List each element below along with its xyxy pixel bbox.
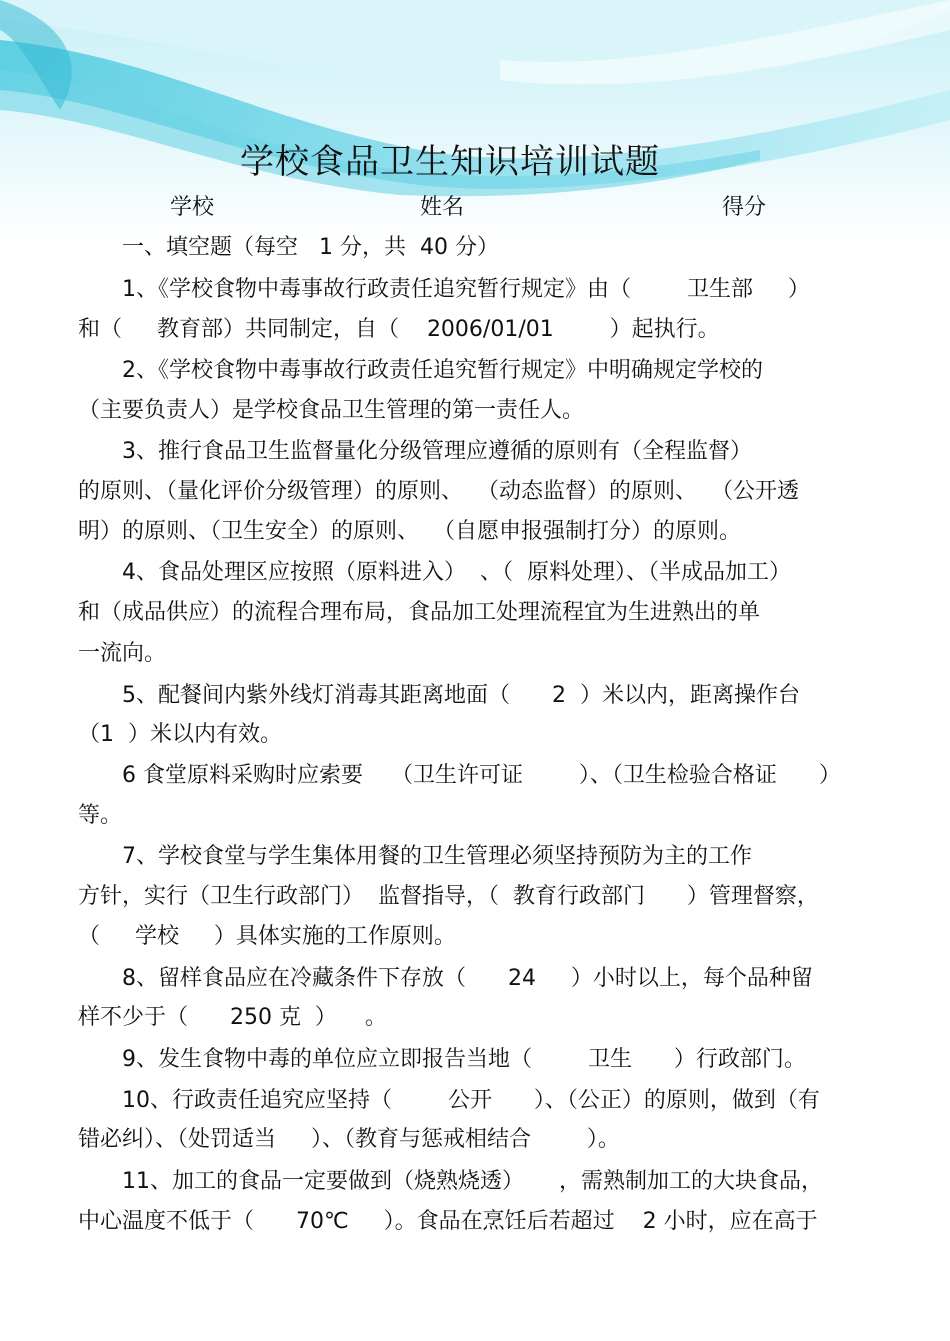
question-line: 2、《学校食物中毒事故行政责任追究暂行规定》中明确规定学校的 (122, 358, 763, 383)
question-line: （ 学校 ）具体实施的工作原则。 (78, 924, 456, 949)
section-heading: 一、填空题（每空 1 分，共 40 分） (122, 235, 499, 260)
question-line: 方针，实行（卫生行政部门） 监督指导，（ 教育行政部门 ）管理督察， (78, 884, 819, 909)
question-line: 样不少于（ 250 克 ） 。 (78, 1005, 387, 1030)
question-line: 明）的原则、（卫生安全）的原则、 （自愿申报强制打分）的原则。 (78, 519, 741, 544)
question-line: 4、食品处理区应按照（原料进入） 、（ 原料处理）、（半成品加工） (122, 560, 791, 585)
question-line: 和（ 教育部）共同制定，自（ 2006/01/01 ）起执行。 (78, 317, 720, 342)
question-line: 和（成品供应）的流程合理布局，食品加工处理流程宜为生进熟出的单 (78, 600, 761, 625)
question-line: 5、配餐间内紫外线灯消毒其距离地面（ 2 ）米以内，距离操作台 (122, 683, 800, 708)
question-line: 3、推行食品卫生监督量化分级管理应遵循的原则有（全程监督） (122, 439, 752, 464)
question-line: 7、学校食堂与学生集体用餐的卫生管理必须坚持预防为主的工作 (122, 844, 752, 869)
question-line: 错必纠）、（处罚适当 ）、（教育与惩戒相结合 ）。 (78, 1127, 620, 1152)
question-line: （主要负责人）是学校食品卫生管理的第一责任人。 (78, 398, 585, 423)
question-line: 中心温度不低于（ 70℃ ）。食品在烹饪后若超过 2 小时，应在高于 (78, 1209, 818, 1234)
question-line: 6 食堂原料采购时应索要 （卫生许可证 ）、（卫生检验合格证 ） (122, 763, 841, 788)
page-title: 学校食品卫生知识培训试题 (240, 142, 660, 182)
question-line: 一流向。 (78, 641, 167, 666)
question-line: 8、留样食品应在冷藏条件下存放（ 24 ）小时以上，每个品种留 (122, 966, 813, 991)
question-line: 等。 (78, 803, 123, 828)
question-line: 的原则、（量化评价分级管理）的原则、 （动态监督）的原则、 （公开透 (78, 479, 799, 504)
question-line: 10、行政责任追究应坚持（ 公开 ）、（公正）的原则，做到（有 (122, 1088, 820, 1113)
name-field-label: 姓名 (420, 195, 465, 220)
question-line: 9、发生食物中毒的单位应立即报告当地（ 卫生 ）行政部门。 (122, 1047, 806, 1072)
question-line: 11、加工的食品一定要做到（烧熟烧透） ，需熟制加工的大块食品， (122, 1169, 823, 1194)
score-field-label: 得分 (722, 195, 767, 220)
question-line: 1、《学校食物中毒事故行政责任追究暂行规定》由（ 卫生部 ） (122, 277, 810, 302)
school-field-label: 学校 (170, 195, 215, 220)
question-line: （1 ）米以内有效。 (78, 722, 282, 747)
